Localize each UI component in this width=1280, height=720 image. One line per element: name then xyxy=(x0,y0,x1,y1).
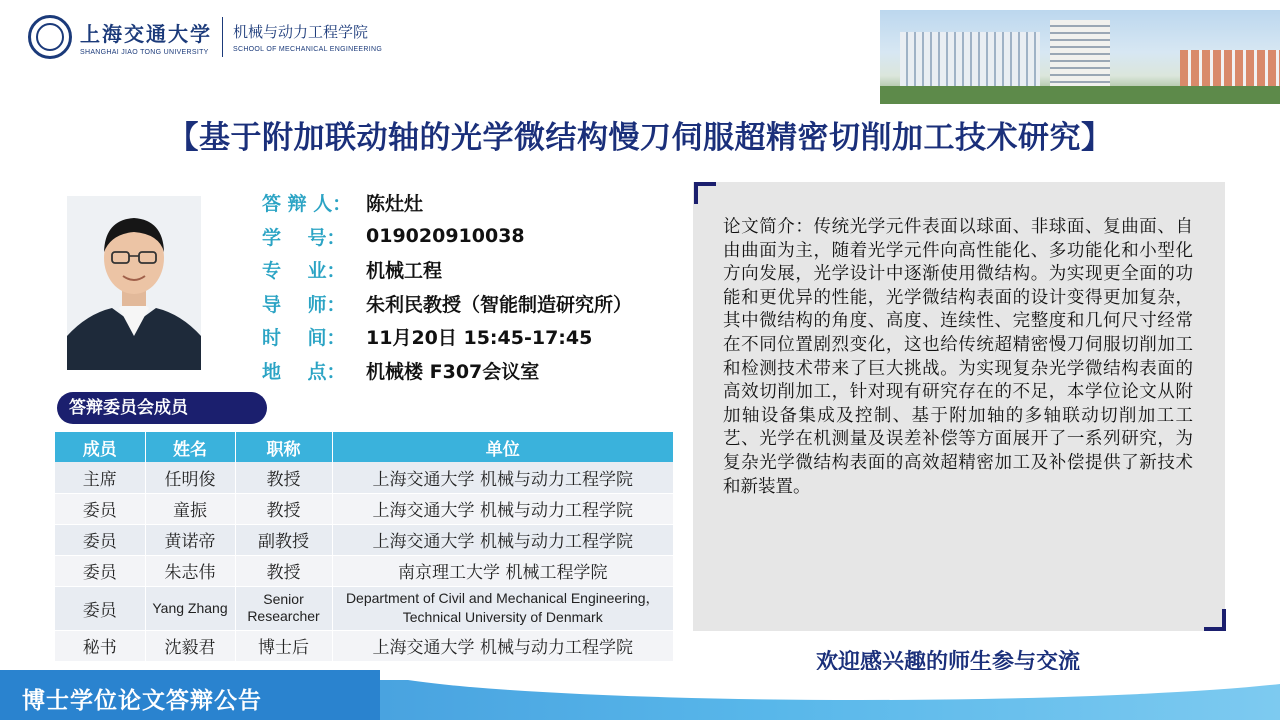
welcome-message: 欢迎感兴趣的师生参与交流 xyxy=(816,650,1081,675)
table-cell: 委员 xyxy=(55,493,145,524)
university-name-cn: 上海交通大学 xyxy=(80,22,212,46)
table-cell: 上海交通大学 机械与动力工程学院 xyxy=(332,493,673,524)
table-cell: 秘书 xyxy=(55,630,145,661)
column-header: 姓名 xyxy=(145,432,235,462)
defense-info xyxy=(262,186,632,387)
footer-title: 博士学位论文答辩公告 xyxy=(22,687,262,714)
corner-bracket-top-left xyxy=(694,182,716,204)
info-value: 陈灶灶 xyxy=(366,193,424,216)
table-cell: Department of Civil and Mechanical Engineering，Technical University of Denmark xyxy=(332,586,673,630)
info-value: 机械楼 F307会议室 xyxy=(366,360,540,383)
info-row-time xyxy=(262,320,632,354)
footer-banner xyxy=(0,670,1280,720)
committee-heading: 答辩委员会成员 xyxy=(57,392,267,424)
table-row xyxy=(55,630,673,661)
table-cell: 教授 xyxy=(235,493,332,524)
table-cell: 任明俊 xyxy=(145,462,235,493)
candidate-photo xyxy=(67,196,201,370)
table-cell: 沈毅君 xyxy=(145,630,235,661)
info-label: 导 师： xyxy=(262,293,346,316)
table-cell: 童振 xyxy=(145,493,235,524)
table-cell: 委员 xyxy=(55,555,145,586)
corner-bracket-bottom-right xyxy=(1204,609,1226,631)
school-name-cn: 机械与动力工程学院 xyxy=(233,23,369,41)
table-cell: 上海交通大学 机械与动力工程学院 xyxy=(332,524,673,555)
table-cell: 上海交通大学 机械与动力工程学院 xyxy=(332,630,673,661)
info-row-student-id xyxy=(262,220,632,254)
table-cell: 黄诺帝 xyxy=(145,524,235,555)
table-cell: 主席 xyxy=(55,462,145,493)
info-label: 时 间： xyxy=(262,327,346,350)
column-header: 单位 xyxy=(332,432,673,462)
logo-divider xyxy=(222,17,223,57)
info-label: 地 点： xyxy=(262,360,346,383)
school-name-en: SCHOOL OF MECHANICAL ENGINEERING xyxy=(233,46,383,53)
info-value: 机械工程 xyxy=(366,260,443,283)
column-header: 职称 xyxy=(235,432,332,462)
column-header: 成员 xyxy=(55,432,145,462)
abstract-text: 论文简介：传统光学元件表面以球面、非球面、复曲面、自由曲面为主，随着光学元件向高性能化、多功能化和小型化方向发展，光学设计中逐渐使用微结构。为实现更全面的功能和更优异的性能，光学微结构表面的设计变得更加复杂，其中微结构的角度、高度、连续性、完整度和几何尺寸经常在不同位置剧烈变化，这也给传统超精密慢刀伺服切削加工和检测技术带来了巨大挑战。为实现复杂光学微结构表面的高效切削加工，针对现有研究存在的不足，本学位论文从附加轴设备集成及控制、基于附加轴的多轴联动切削加工工艺、光学在机测量及误差补偿等方面展开了一系列研究，为复杂光学微结构表面的高效超精密加工及补偿提供了新技术和新装置。 xyxy=(723,217,1193,497)
table-header-row xyxy=(55,432,673,462)
table-cell: 朱志伟 xyxy=(145,555,235,586)
campus-photo xyxy=(880,10,1280,104)
table-cell: 教授 xyxy=(235,555,332,586)
info-row-advisor xyxy=(262,287,632,321)
table-row xyxy=(55,524,673,555)
committee-table xyxy=(55,432,673,662)
school-logo xyxy=(28,12,382,62)
info-label: 专 业： xyxy=(262,260,346,283)
table-cell: 博士后 xyxy=(235,630,332,661)
table-cell: 委员 xyxy=(55,586,145,630)
table-cell: Senior Researcher xyxy=(235,586,332,630)
table-row xyxy=(55,555,673,586)
table-cell: 南京理工大学 机械工程学院 xyxy=(332,555,673,586)
table-row xyxy=(55,586,673,630)
table-cell: 副教授 xyxy=(235,524,332,555)
table-cell: 教授 xyxy=(235,462,332,493)
table-cell: 上海交通大学 机械与动力工程学院 xyxy=(332,462,673,493)
info-value: 11月20日 15:45-17:45 xyxy=(366,327,593,350)
info-row-major xyxy=(262,253,632,287)
info-row-location xyxy=(262,354,632,388)
table-row xyxy=(55,462,673,493)
info-value: 019020910038 xyxy=(366,225,525,248)
table-row xyxy=(55,493,673,524)
table-cell: Yang Zhang xyxy=(145,586,235,630)
university-name-en: SHANGHAI JIAO TONG UNIVERSITY xyxy=(80,49,209,56)
info-value: 朱利民教授（智能制造研究所） xyxy=(366,293,633,316)
thesis-title: 【基于附加联动轴的光学微结构慢刀伺服超精密切削加工技术研究】 xyxy=(167,120,1113,156)
table-cell: 委员 xyxy=(55,524,145,555)
info-label: 答 辩 人： xyxy=(262,193,352,216)
info-label: 学 号： xyxy=(262,226,346,249)
university-seal-icon xyxy=(28,15,72,59)
info-row-candidate xyxy=(262,186,632,220)
